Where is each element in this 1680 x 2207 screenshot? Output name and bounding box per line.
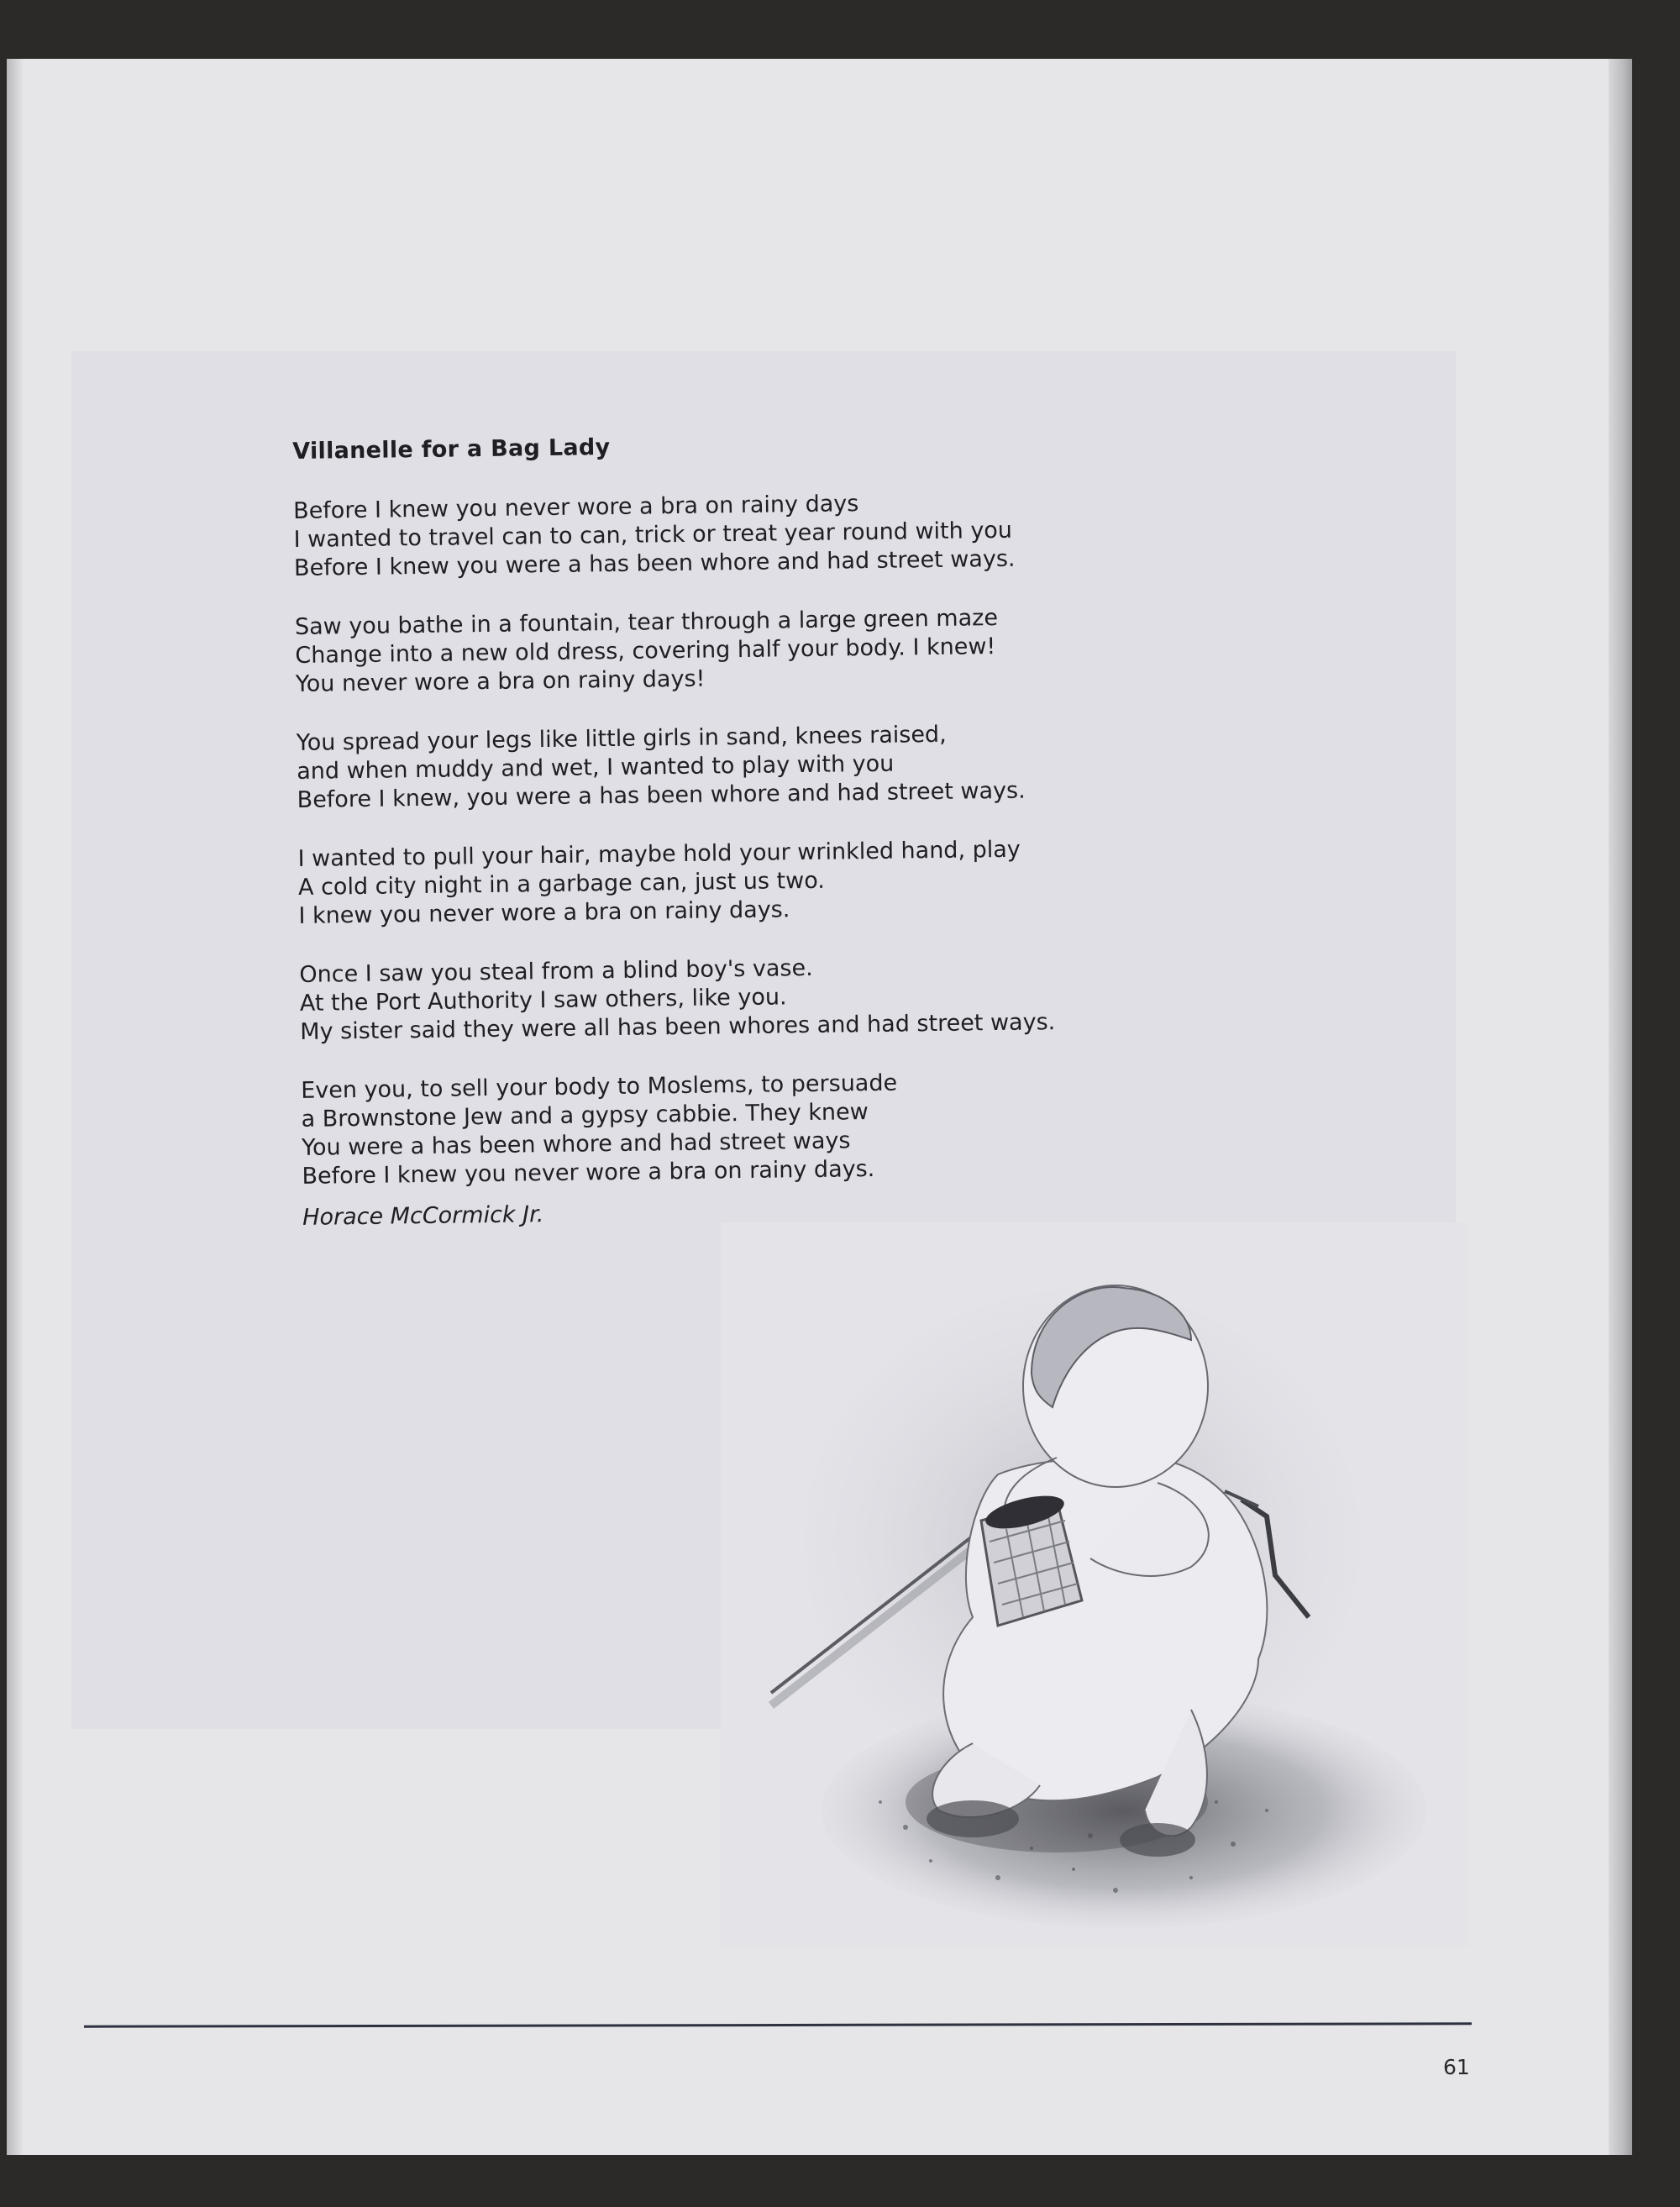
poem-line: Before I knew you never wore a bra on rainy days.: [302, 1156, 875, 1190]
stanza-1: [293, 485, 1235, 583]
poem-line: I wanted to travel can to can, trick or treat year round with you: [293, 517, 1013, 553]
poem-line: Saw you bathe in a fountain, tear through a large green maze: [294, 605, 999, 640]
poem-line: Before I knew you were a has been whore and had street ways.: [293, 545, 1016, 581]
poem-line: My sister said they were all has been whores and had street ways.: [300, 1009, 1056, 1045]
poem-line: I wanted to pull your hair, maybe hold your wrinkled hand, play: [297, 836, 1021, 872]
poem-line: At the Port Authority I saw others, like you.: [299, 984, 787, 1017]
poem-line: You never wore a bra on rainy days!: [295, 665, 706, 697]
poem-line: and when muddy and wet, I wanted to play with you: [297, 750, 895, 785]
poem-line: You spread your legs like little girls in sand, knees raised,: [296, 721, 947, 756]
poem-line: You were a has been whore and had street ways: [301, 1127, 851, 1161]
poem-line: Before I knew, you were a has been whore and had street ways.: [297, 777, 1026, 813]
page-edge: [1609, 59, 1632, 2155]
page-number: 61: [1443, 2055, 1470, 2079]
poem: [292, 423, 1243, 1233]
poem-line: a Brownstone Jew and a gypsy cabbie. They knew: [301, 1099, 869, 1132]
poem-title: Villanelle for a Bag Lady: [292, 434, 611, 465]
stanza-5: [299, 948, 1241, 1047]
spine-shadow: [7, 59, 24, 2155]
poem-line: Even you, to sell your body to Moslems, to persuade: [301, 1069, 898, 1104]
stanza-2: [295, 601, 1236, 699]
stanza-3: [297, 717, 1238, 815]
poem-line: I knew you never wore a bra on rainy days.: [298, 896, 790, 929]
poem-line: Change into a new old dress, covering half your body. I knew!: [295, 633, 996, 669]
poem-line: Before I knew you never wore a bra on rainy days: [292, 491, 859, 524]
pencil-sketch: [721, 1222, 1468, 1947]
poem-line: Once I saw you steal from a blind boy's vase.: [299, 954, 813, 988]
child-drawing-illustration: [721, 1222, 1468, 1947]
stanza-4: [297, 833, 1239, 931]
stanza-6: [301, 1064, 1243, 1191]
poem-author: Horace McCormick Jr.: [302, 1201, 544, 1231]
poem-line: A cold city night in a garbage can, just us two.: [297, 867, 826, 901]
